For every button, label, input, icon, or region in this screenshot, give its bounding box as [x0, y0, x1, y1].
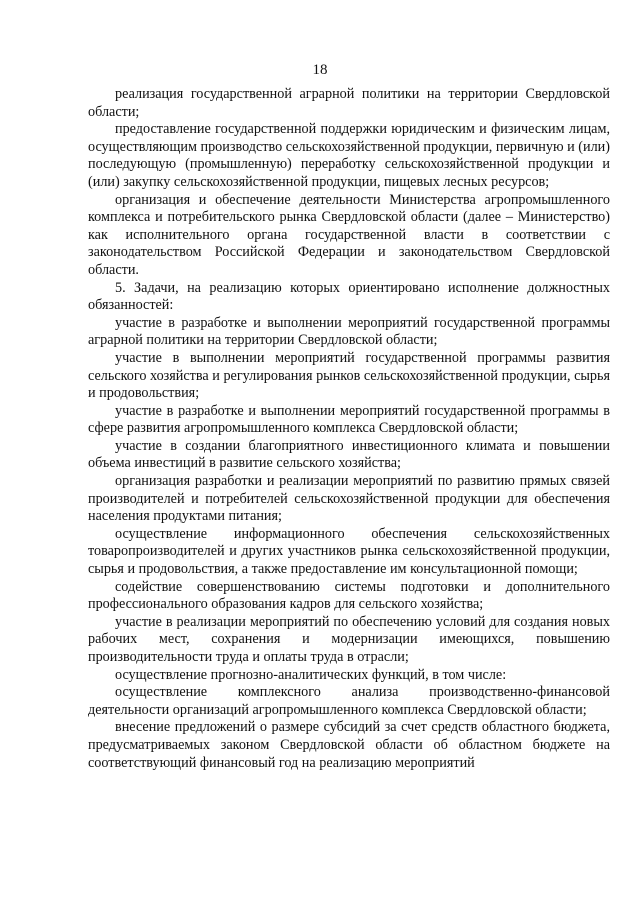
paragraph: содействие совершенствованию системы подготовки и дополнительного профессионального образования кадров для сельского хозяйства; — [88, 578, 610, 613]
paragraph: участие в разработке и выполнении мероприятий государственной программы в сфере развития агропромышленного комплекса Свердловской области; — [88, 402, 610, 437]
paragraph: осуществление информационного обеспечения сельскохозяйственных товаропроизводителей и других участников рынка сельскохозяйственной продукции, сырья и продовольствия, а также предоставление им консультационной помощи; — [88, 525, 610, 578]
document-body — [88, 86, 610, 772]
paragraph: организация разработки и реализации мероприятий по развитию прямых связей производителей и потребителей сельскохозяйственной продукции для обеспечения населения продуктами питания; — [88, 473, 610, 525]
paragraph: предоставление государственной поддержки юридическим и физическим лицам, осуществляющим производство сельскохозяйственной продукции, первичную и (или) последующую (промышленную) переработку сельскохозяйственной продукции и (или) закупку сельскохозяйственной продукции, пищевых лесных ресурсов; — [88, 121, 610, 190]
paragraph: участие в реализации мероприятий по обеспечению условий для создания новых рабочих мест, сохранения и модернизации имеющихся, повышению производительности труда и оплаты труда в отрасли; — [88, 613, 610, 665]
paragraph: реализация государственной аграрной политики на территории Свердловской области; — [88, 86, 610, 120]
paragraph: участие в создании благоприятного инвестиционного климата и повышении объема инвестиций в развитие сельского хозяйства; — [88, 437, 610, 472]
paragraph: внесение предложений о размере субсидий за счет средств областного бюджета, предусматриваемых законом Свердловской области об областном бюджете на соответствующий финансовый год на реализацию мероприятий — [88, 719, 610, 771]
paragraph: 5. Задачи, на реализацию которых ориентировано исполнение должностных обязанностей: — [88, 279, 610, 314]
paragraph: осуществление прогнозно-аналитических функций, в том числе: — [115, 666, 507, 683]
page-number: 18 — [312, 62, 328, 78]
paragraph: осуществление комплексного анализа производственно-финансовой деятельности организаций агропромышленного комплекса Свердловской области; — [88, 684, 610, 718]
paragraph: участие в выполнении мероприятий государственной программы развития сельского хозяйства и регулирования рынков сельскохозяйственной продукции, сырья и продовольствия; — [88, 349, 610, 402]
paragraph: участие в разработке и выполнении мероприятий государственной программы аграрной политики на территории Свердловской области; — [88, 314, 610, 349]
paragraph: организация и обеспечение деятельности Министерства агропромышленного комплекса и потребительского рынка Свердловской области (далее – Министерство) как исполнительного органа государственной власти в соответствии с законодательством Российской Федерации и законодательством Свердловской области. — [88, 191, 610, 278]
